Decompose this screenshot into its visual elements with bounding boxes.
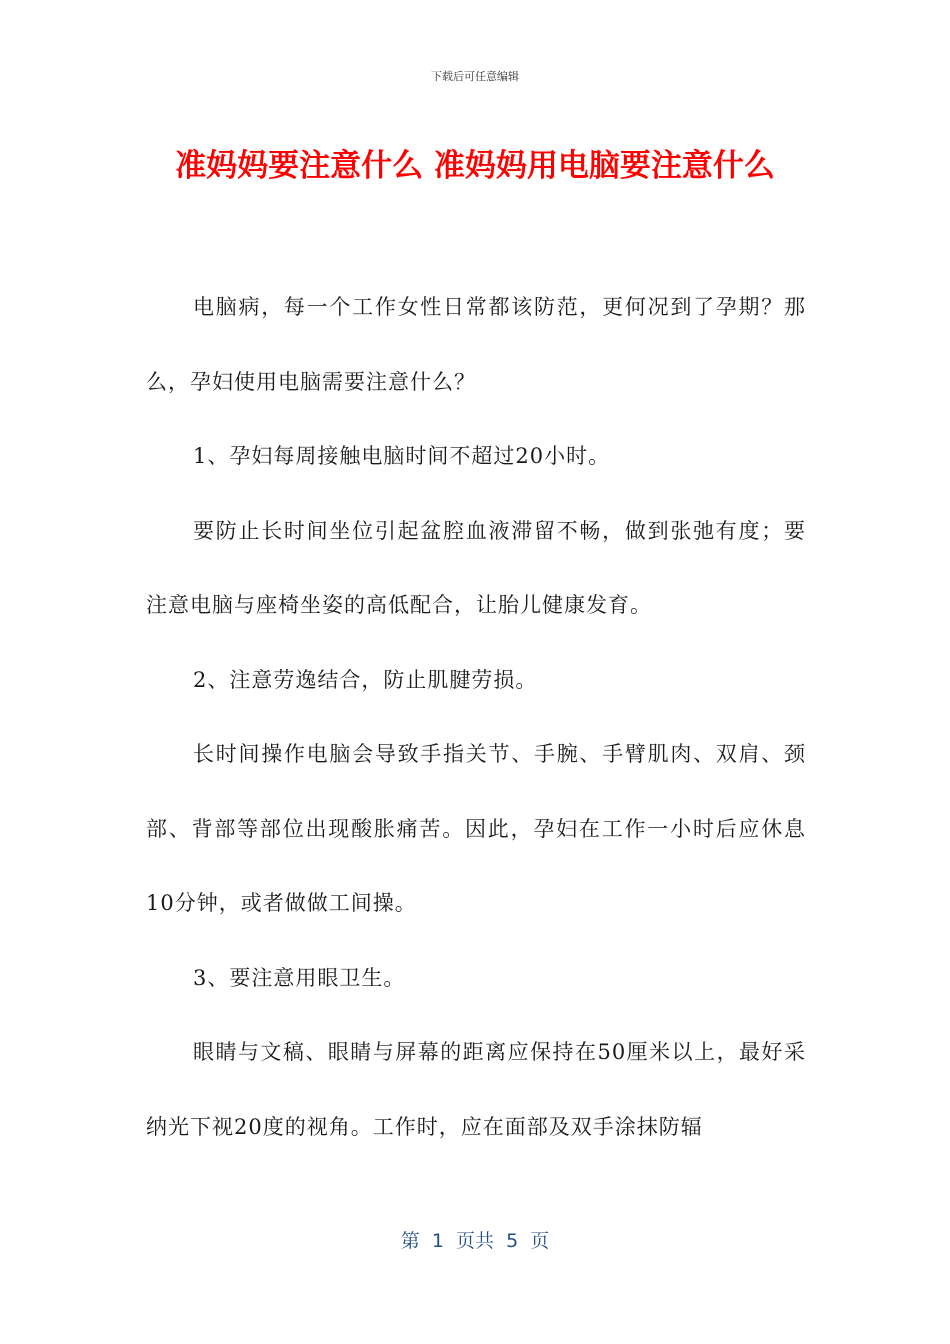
paragraph: 1、孕妇每周接触电脑时间不超过20小时。 xyxy=(193,444,611,468)
paragraph: 电脑病，每一个工作女性日常都该防范，更何况到了孕期？那么，孕妇使用电脑需要注意什么？ xyxy=(146,295,806,394)
page-number-footer: 第 1 页共 5 页 xyxy=(400,1230,550,1252)
paragraph: 2、注意劳逸结合，防止肌腱劳损。 xyxy=(193,667,538,692)
document-body xyxy=(146,270,806,1164)
paragraph: 眼睛与文稿、眼睛与屏幕的距离应保持在50厘米以上，最好采纳光下视20度的视角。工作时，应在面部及双手涂抹防辐 xyxy=(146,1040,806,1139)
paragraph: 要防止长时间坐位引起盆腔血液滞留不畅，做到张弛有度；要注意电脑与座椅坐姿的高低配合，让胎儿健康发育。 xyxy=(146,518,806,617)
document-title: 准妈妈要注意什么 准妈妈用电脑要注意什么 xyxy=(175,148,775,184)
paragraph: 3、要注意用眼卫生。 xyxy=(193,965,406,990)
paragraph: 长时间操作电脑会导致手指关节、手腕、手臂肌肉、双肩、颈部、背部等部位出现酸胀痛苦。因此，孕妇在工作一小时后应休息10分钟，或者做做工间操。 xyxy=(146,742,806,915)
header-note: 下载后可任意编辑 xyxy=(431,70,519,83)
